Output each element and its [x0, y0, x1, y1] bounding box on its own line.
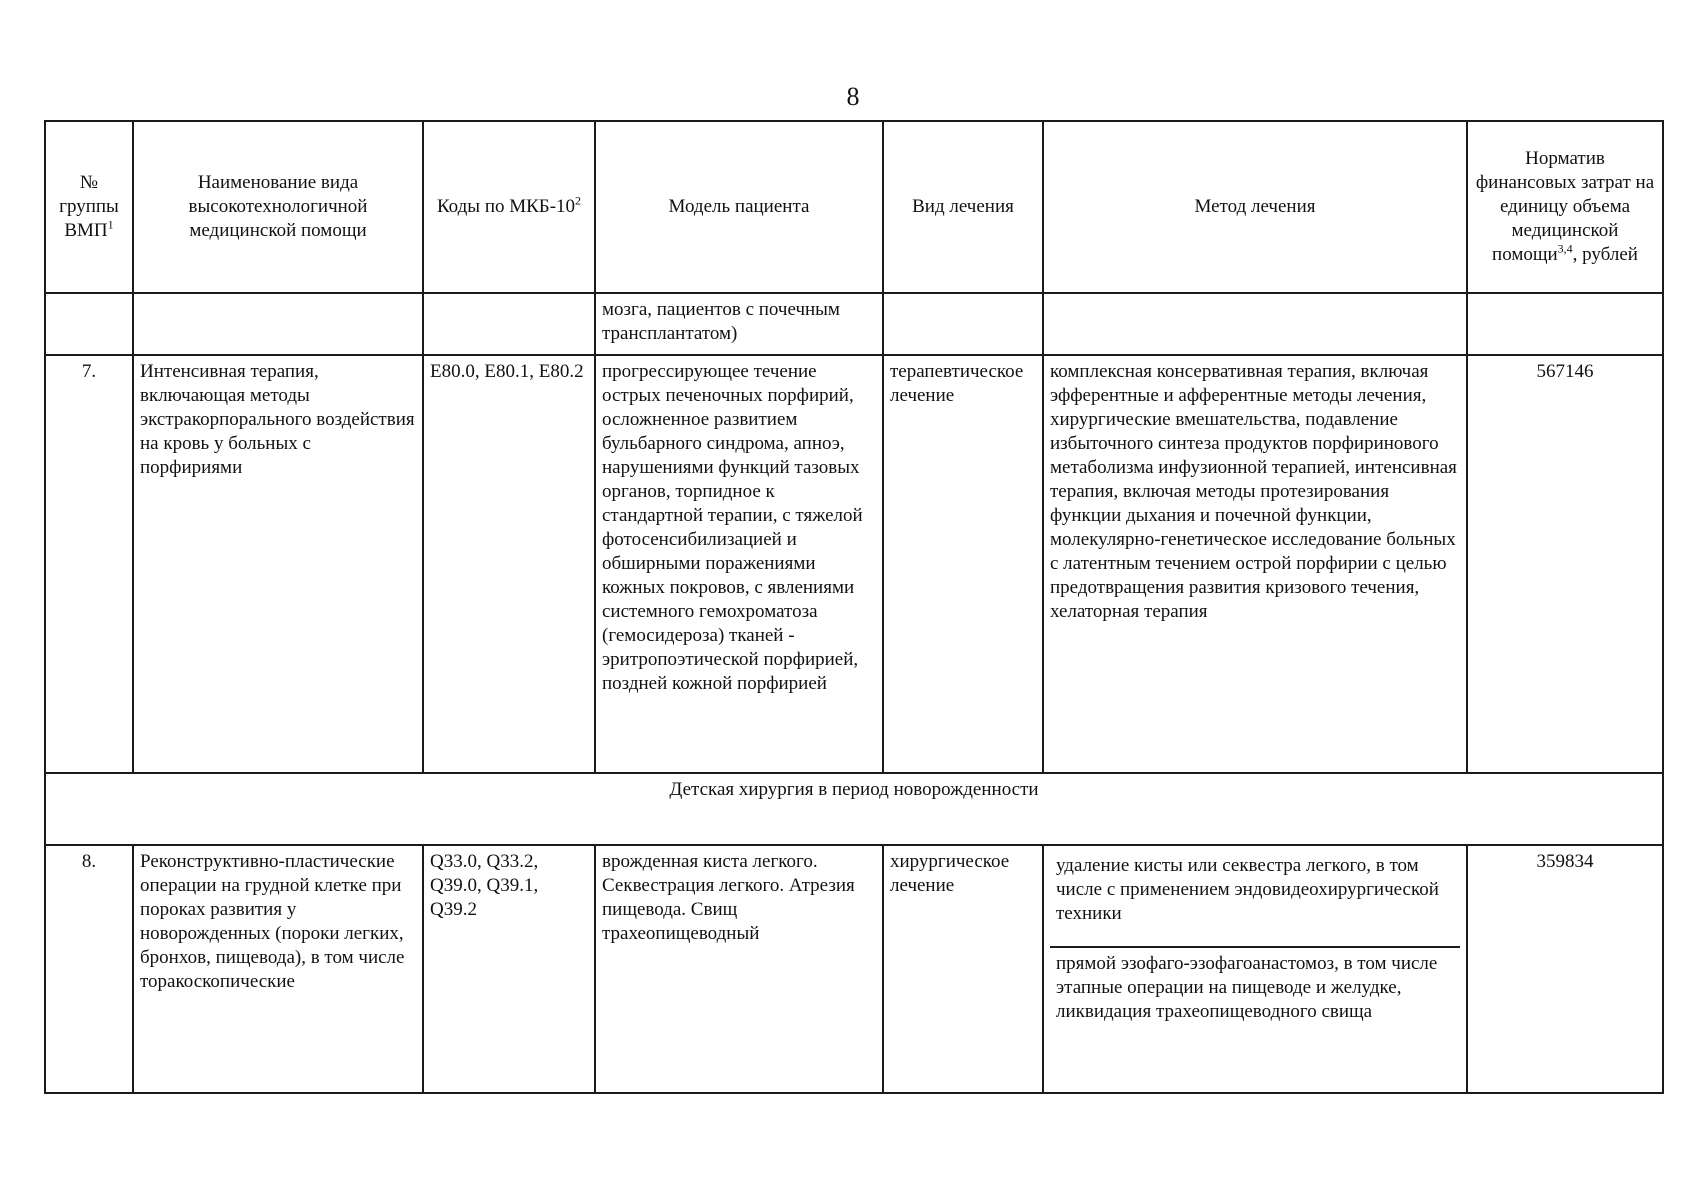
header-codes: Коды по МКБ-$10^2$ — [423, 121, 595, 293]
section-row — [45, 773, 1663, 845]
method-item: прямой эзофаго-эзофагоанастомоз, в том числе этапные операции на пищеводе и желудке, ликвидация трахеопищеводного свища — [1056, 953, 1438, 1022]
cell-empty — [45, 293, 133, 355]
cell-codes: Q33.0, Q33.2, Q39.0, Q39.1, Q39.2 — [423, 845, 595, 1093]
table-row — [45, 355, 1663, 773]
cell-method — [1043, 845, 1467, 1093]
cell-patient-model: мозга, пациентов с почечным трансплантатом) — [595, 293, 883, 355]
cell-patient-model: прогрессирующее течение острых печеночных порфирий, осложненное развитием бульбарного синдрома, апноэ, нарушениями функций тазовых органов, торпидное к стандартной терапии, с тяжелой фотосенсибилизацией и обширными поражениями кожных покровов, с явлениями системного гемохроматоза (гемосидероза) тканей - эритропоэтической порфирией, поздней кожной порфирией — [595, 355, 883, 773]
cell-empty — [883, 293, 1043, 355]
cell-name: Реконструктивно-пластические операции на грудной клетке при пороках развития у новорожденных (пороки легких, бронхов, пищевода), в том числе торакоскопические — [133, 845, 423, 1093]
page-number: 8 — [846, 82, 860, 111]
cell-norm: 359834 — [1467, 845, 1663, 1093]
header-norm: Норматив финансовых затрат на единицу объема медицинской помощи$^{3,4}$, рублей — [1467, 121, 1663, 293]
cell-group-no: 8. — [45, 845, 133, 1093]
cell-patient-model: врожденная киста легкого. Секвестрация легкого. Атрезия пищевода. Свищ трахеопищеводный — [595, 845, 883, 1093]
cell-method: комплексная консервативная терапия, включая эфферентные и афферентные методы лечения, хирургические вмешательства, подавление избыточного синтеза продуктов порфиринового метаболизма инфузионной терапией, интенсивная терапия, включая методы протезирования функции дыхания и почечной функции, молекулярно-генетическое исследование больных с латентным течением острой порфирии с целью предотвращения развития кризового течения, хелаторная терапия — [1043, 355, 1467, 773]
cell-treatment-type: терапевтическое лечение — [883, 355, 1043, 773]
cell-group-no: 7. — [45, 355, 133, 773]
table-header-row — [45, 121, 1663, 293]
section-title: Детская хирургия в период новорожденности — [45, 773, 1663, 845]
cell-name: Интенсивная терапия, включающая методы экстракорпорального воздействия на кровь у больных с порфириями — [133, 355, 423, 773]
header-method: Метод лечения — [1043, 121, 1467, 293]
cell-codes: E80.0, E80.1, E80.2 — [423, 355, 595, 773]
table-row — [45, 845, 1663, 1093]
header-treatment-type: Вид лечения — [883, 121, 1043, 293]
cell-empty — [1467, 293, 1663, 355]
cell-empty — [423, 293, 595, 355]
header-name: Наименование вида высокотехнологичной медицинской помощи — [133, 121, 423, 293]
header-patient-model: Модель пациента — [595, 121, 883, 293]
cell-treatment-type: хирургическое лечение — [883, 845, 1043, 1093]
cell-empty — [133, 293, 423, 355]
cell-empty — [1043, 293, 1467, 355]
table-row — [45, 293, 1663, 355]
method-item: удаление кисты или секвестра легкого, в том числе с применением эндовидеохирургической техники — [1050, 850, 1460, 948]
cell-norm: 567146 — [1467, 355, 1663, 773]
vmp-table — [44, 120, 1664, 1094]
header-group-no: № группы ВМП$^1$ — [45, 121, 133, 293]
